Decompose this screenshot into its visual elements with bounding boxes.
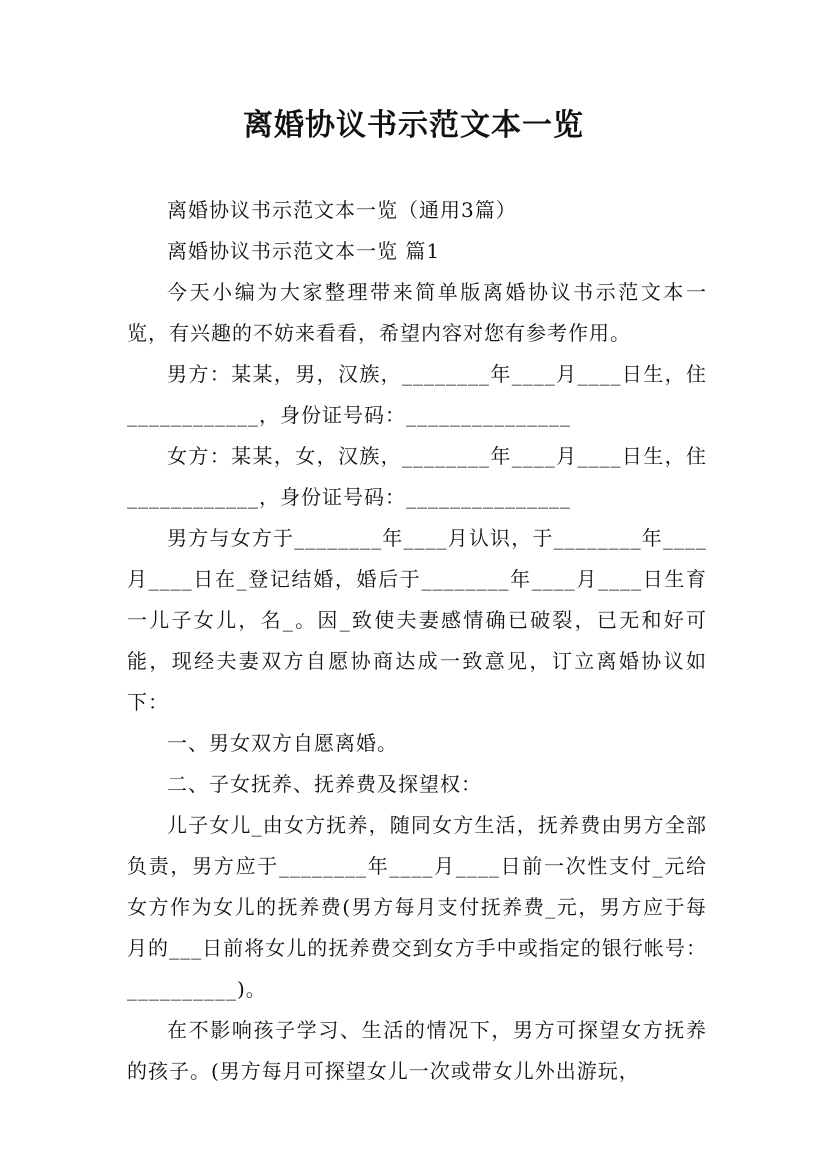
paragraph-clause-1: 一、男女双方自愿离婚。 [167, 731, 398, 755]
paragraph-subtitle: 离婚协议书示范文本一览（通用3篇） [167, 198, 517, 222]
paragraph-clause-2: 二、子女抚养、抚养费及探望权： [167, 772, 482, 796]
paragraph-child-support: 儿子女儿_由女方抚养，随同女方生活，抚养费由男方全部负责，男方应于________年____月____日前一次性支付_元给女方作为女儿的抚养费(男方每月支付抚养费_元，男方应于每月的___日前将女儿的抚养费交到女方手中或指定的银行帐号：__________)。 [127, 813, 707, 1001]
paragraph-male-party: 男方：某某，男，汉族，________年____月____日生，住____________，身份证号码：_______________ [127, 362, 707, 427]
paragraph-section-heading: 离婚协议书示范文本一览 篇1 [167, 239, 441, 263]
paragraph-visitation: 在不影响孩子学习、生活的情况下，男方可探望女方抚养的孩子。(男方每月可探望女儿一次或带女儿外出游玩， [127, 1018, 707, 1083]
document-body [127, 190, 707, 1092]
document-title: 离婚协议书示范文本一览 [243, 108, 584, 143]
paragraph-intro: 今天小编为大家整理带来简单版离婚协议书示范文本一览，有兴趣的不妨来看看，希望内容对您有参考作用。 [127, 280, 707, 345]
paragraph-marriage-background: 男方与女方于________年____月认识，于________年____月____日在_登记结婚，婚后于________年____月____日生育一儿子女儿，名_。因_致使夫妻感情确已破裂，已无和好可能，现经夫妻双方自愿协商达成一致意见，订立离婚协议如下： [127, 526, 707, 714]
paragraph-female-party: 女方：某某，女，汉族，________年____月____日生，住____________，身份证号码：_______________ [127, 444, 707, 509]
